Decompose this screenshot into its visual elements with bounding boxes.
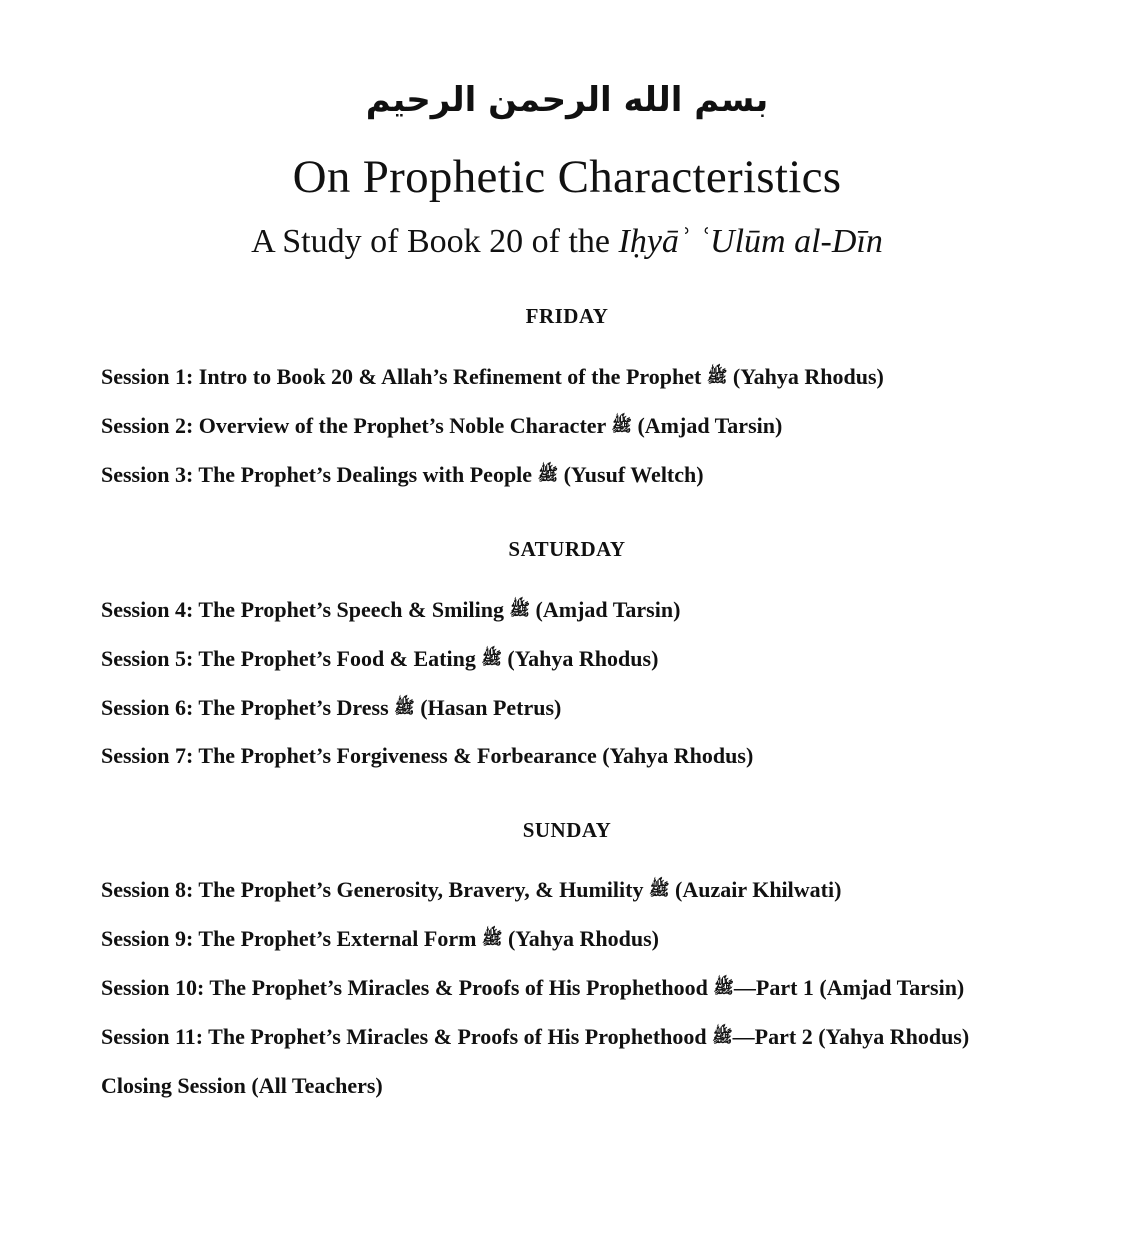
session-text: Session 10: The Prophet’s Miracles & Proofs of His Prophethood [101,975,714,1000]
session-text: Session 4: The Prophet’s Speech & Smiling [101,597,510,622]
session-5 [101,644,1111,674]
session-text: Session 9: The Prophet’s External Form [101,926,482,951]
salawat-icon: ﷺ [481,929,503,949]
session-text: Session 5: The Prophet’s Food & Eating [101,646,482,671]
day-heading-friday: FRIDAY [525,304,609,328]
session-text: Session 7: The Prophet’s Forgiveness & Forbearance (Yahya Rhodus) [101,743,754,768]
session-text: Session 8: The Prophet’s Generosity, Bravery, & Humility [101,877,649,902]
session-teacher: (Yahya Rhodus) [502,926,659,951]
salawat-icon: ﷺ [706,367,728,387]
session-teacher: (Yahya Rhodus) [727,364,884,389]
session-teacher: —Part 2 (Yahya Rhodus) [732,1024,970,1049]
day-heading-saturday: SATURDAY [508,537,626,561]
session-9 [101,924,1111,954]
session-text: Session 11: The Prophet’s Miracles & Proofs of His Prophethood [101,1024,713,1049]
salawat-icon: ﷺ [611,416,632,436]
closing-session [101,1071,1111,1101]
session-teacher: (Yusuf Weltch) [558,462,704,487]
salawat-icon: ﷺ [481,649,502,669]
session-text: Session 1: Intro to Book 20 & Allah’s Refinement of the Prophet [101,364,707,389]
day-heading-sunday: SUNDAY [522,818,612,842]
session-teacher: (Auzair Khilwati) [669,877,842,902]
page-subtitle [0,220,1134,264]
salawat-icon: ﷺ [713,978,734,998]
session-teacher: (Yahya Rhodus) [501,646,659,671]
salawat-icon: ﷺ [394,698,415,718]
subtitle-book-title: Iḥyāʾ ʿUlūm al-Dīn [618,223,883,260]
subtitle-prefix: A Study of Book 20 of the [251,223,619,260]
salawat-icon: ﷺ [509,600,531,620]
session-2 [101,411,1111,441]
session-10 [101,973,1111,1003]
session-11 [101,1022,1111,1052]
session-text: Session 2: Overview of the Prophet’s Noble Character [101,413,612,438]
salawat-icon: ﷺ [712,1027,733,1047]
session-text: Session 3: The Prophet’s Dealings with People [101,462,538,487]
session-1 [101,362,1111,392]
session-teacher: (Amjad Tarsin) [530,597,681,622]
session-teacher: (Hasan Petrus) [414,695,562,720]
session-teacher: —Part 1 (Amjad Tarsin) [733,975,965,1000]
session-text: Closing Session (All Teachers) [101,1073,383,1098]
session-8 [101,875,1111,905]
session-teacher: (Amjad Tarsin) [631,413,783,438]
session-3 [101,460,1111,490]
session-4 [101,595,1111,625]
session-text: Session 6: The Prophet’s Dress [101,695,395,720]
basmala-calligraphy: بسم الله الرحمن الرحيم [365,80,769,120]
session-7 [101,741,1111,771]
salawat-icon: ﷺ [648,880,670,900]
session-6 [101,693,1111,723]
page-title: On Prophetic Characteristics [292,151,842,203]
salawat-icon: ﷺ [537,465,559,485]
